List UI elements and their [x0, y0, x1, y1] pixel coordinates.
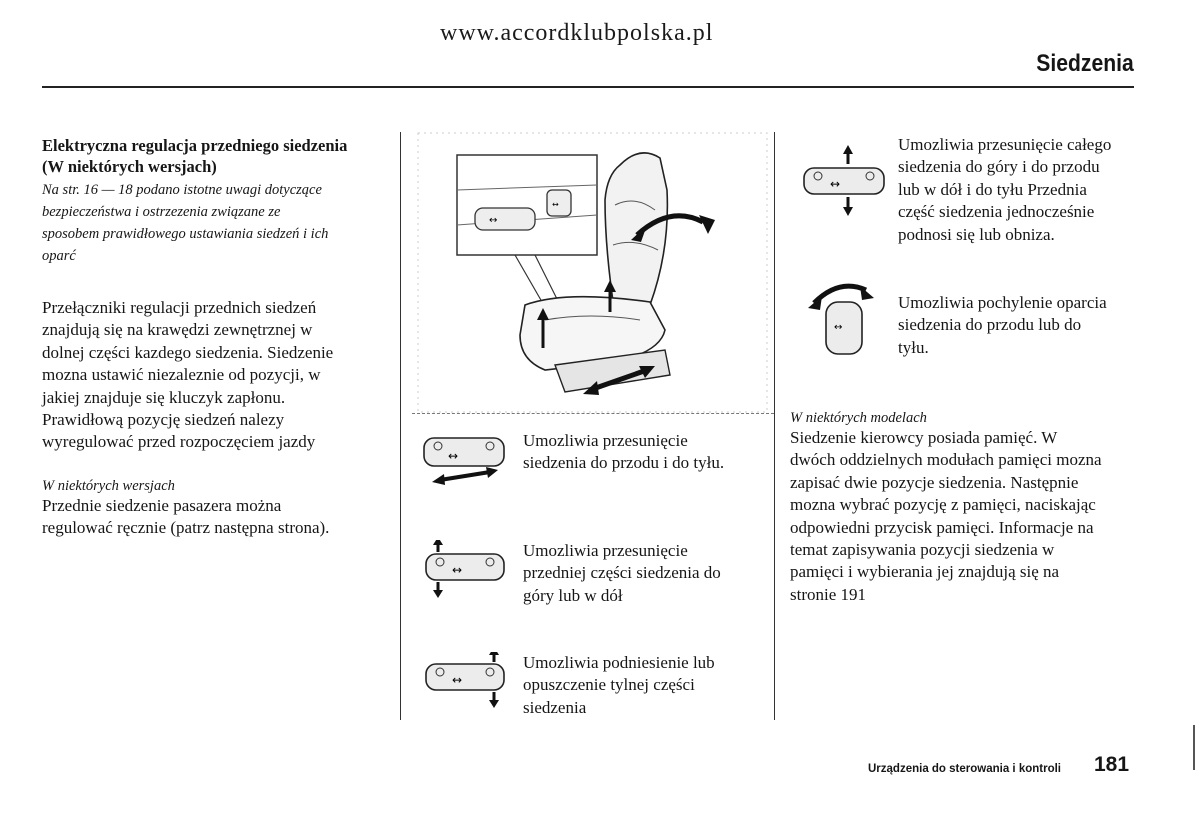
seat-switch-forward-back-icon	[418, 430, 513, 490]
svg-text:↔: ↔	[834, 322, 843, 333]
switch-description: Umozliwia przesunięcie całego siedzenia do góry i do przodu lub w dół i do tyłu Przednia część siedzenia jednocześnie podnosi się lub obniza.	[898, 135, 1112, 244]
memory-section	[790, 410, 1140, 606]
variant-paragraph: Przednie siedzenie pasazera można regulować ręcznie (patrz następna strona).	[42, 495, 330, 538]
svg-text:↔: ↔	[448, 449, 459, 463]
left-column	[42, 135, 382, 540]
safety-note: Na str. 16 — 18 podano istotne uwagi dotyczące bezpieczeństwa i ostrzezenia związane ze sposobem prawidłowego ustawiania siedzeń i ich oparć	[42, 182, 329, 264]
column-divider-right	[774, 132, 775, 720]
seatback-recline-switch-icon	[804, 278, 894, 358]
footer-section-label: Urządzenia do sterowania i kontroli	[868, 763, 1061, 775]
section-title: Siedzenia	[1036, 50, 1134, 77]
page-edge-mark	[1193, 725, 1195, 770]
svg-text:↔: ↔	[830, 177, 841, 191]
page-number: 181	[1094, 753, 1130, 776]
header-rule	[42, 86, 1134, 88]
svg-text:↔: ↔	[489, 215, 498, 226]
memory-paragraph: Siedzenie kierowcy posiada pamięć. W dwóch oddzielnych modułach pamięci mozna zapisać dwie pozycje siedzenia. Następnie mozna wybrać pozycję z pamięci, naciskając odpowiedni przycisk pamięci. Informacje na temat zapisywania pozycji siedzenia w pamięci i wybierania jej znajdują się na stronie 191	[790, 428, 1102, 604]
switch-description: Umozliwia pochylenie oparcia siedzenia do przodu lub do tyłu.	[898, 293, 1107, 357]
seat-illustration	[415, 130, 770, 415]
switch-description: Umozliwia podniesienie lub opuszczenie tylnej części siedzenia	[523, 653, 715, 717]
svg-text:↔: ↔	[452, 563, 463, 577]
column-divider-left	[400, 132, 401, 720]
switch-description: Umozliwia przesunięcie przedniej części siedzenia do góry lub w dół	[523, 541, 721, 605]
switch-description: Umozliwia przesunięcie siedzenia do przodu i do tyłu.	[523, 431, 725, 473]
seat-switch-front-up-down-icon	[418, 540, 513, 600]
memory-label: W niektórych modelach	[790, 410, 927, 426]
section-heading: Elektryczna regulacja przedniego siedzenia (W niektórych wersjach)	[42, 136, 348, 176]
svg-text:↔: ↔	[452, 673, 463, 687]
intro-paragraph: Przełączniki regulacji przednich siedzeń znajdują się na krawędzi zewnętrznej w dolnej części kazdego siedzenia. Siedzenie mozna ustawić niezaleznie od pozycji, w jakiej znajduje się kluczyk zapłonu. Prawidłową pozycję siedzeń nalezy wyregulować przed rozpoczęciem jazdy	[42, 298, 334, 452]
switch-closeup-inset	[457, 155, 597, 255]
site-url: www.accordklubpolska.pl	[440, 20, 714, 46]
illustration-rule	[412, 413, 774, 414]
variant-label: W niektórych wersjach	[42, 477, 175, 494]
svg-text:↔: ↔	[552, 200, 559, 209]
seat-switch-rear-up-down-icon	[418, 652, 513, 712]
seat-switch-whole-seat-icon	[798, 142, 893, 222]
